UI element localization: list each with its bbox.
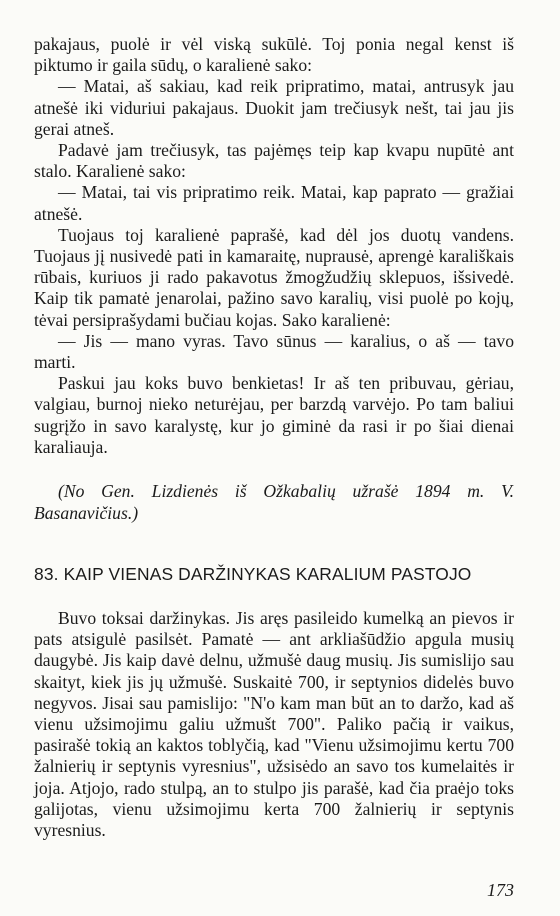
paragraph: — Matai, aš sakiau, kad reik pripratimo, matai, antrusyk jau atnešė iki viduriui pakajaus. Duokit jam trečiusyk nešt, tai jau jis gerai atneš.: [34, 76, 514, 139]
paragraph: — Matai, tai vis pripratimo reik. Matai, kap paprato — gražiai atnešė.: [34, 182, 514, 224]
story-text: [34, 608, 514, 841]
source-note: (No Gen. Lizdienės iš Ožkabalių užrašė 1894 m. V. Basanavičius.): [34, 481, 514, 523]
page-number: 173: [487, 880, 514, 900]
paragraph: — Jis — mano vyras. Tavo sūnus — karalius, o aš — tavo marti.: [34, 330, 514, 373]
paragraph: Paskui jau koks buvo benkietas! Ir aš ten pribuvau, gėriau, valgiau, burnoj nieko neturėjau, per barzdą varvėjo. Po tam baliui sugrįžo in savo karalystę, kur jo giminė da rasi ir po šiai dienai karaliauja.: [34, 373, 514, 457]
story-heading: 83. KAIP VIENAS DARŽINYKAS KARALIUM PASTOJO: [34, 564, 472, 584]
paragraph: Tuojaus toj karalienė paprašė, kad dėl jos duotų vandens. Tuojaus jį nusivedė pati in kamaraitę, nuprausė, aprengė karališkais rūbais, kuriuos ji rado pakavotus žmogžudžių sklepuos, išsivedė. Kaip tik pamatė jenarolai, pažino savo karalių, visi puolė po kojų, tėvai persiprašydami bučiau kojas. Sako karalienė:: [34, 224, 514, 330]
story-continuation-text: [34, 34, 514, 458]
paragraph: Buvo toksai daržinykas. Jis aręs pasileido kumelką an pievos ir pats atsigulė pasilsėt. Pamatė — ant arkliašūdžio apgula musių daugybė. Jis kaip davė delnu, užmušė daug musių. Jis sumislijo sau skaityt, kiek jis jų užmušė. Suskaitė 700, ir septynios didelės buvo negyvos. Jisai sau pamislijo: "N'o kam man būt an to daržo, kad aš vienu užsimojimu galiu užmušt 700". Paliko pačią ir vaikus, pasirašė tokią an kaktos toblyčią, kad "Vienu užsimojimu kertu 700 žalnierių ir septynis vyresnius", užsisėdo an savo tos kumelaitės ir joja. Atjojo, rado stulpą, an to stulpo jis parašė, kad čia praėjo toks galijotas, vienu užsimojimu kerta 700 žalnierių ir septynis vyresnius.: [34, 608, 514, 841]
paragraph: Padavė jam trečiusyk, tas pajėmęs teip kap kvapu nupūtė ant stalo. Karalienė sako:: [34, 140, 514, 182]
paragraph: pakajaus, puolė ir vėl viską sukūlė. Toj ponia negal kenst iš piktumo ir gaila sūdų, o karalienė sako:: [34, 34, 514, 76]
